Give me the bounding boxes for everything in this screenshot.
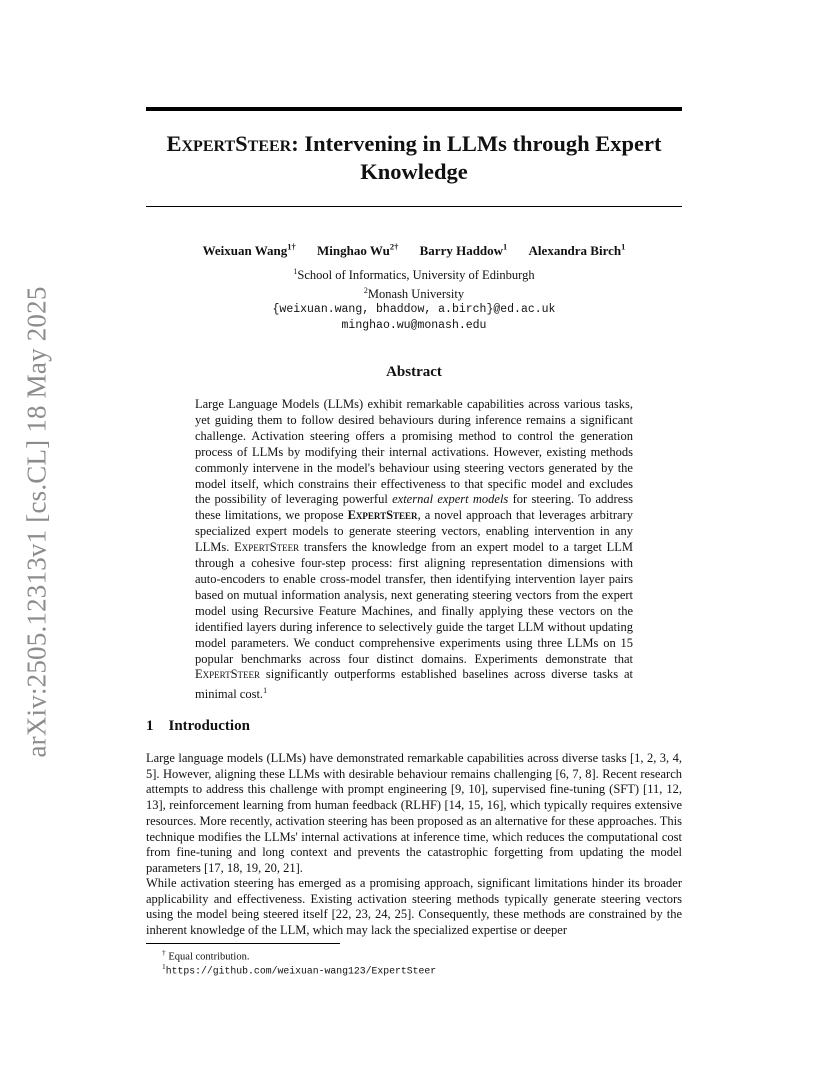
section-heading-introduction [146,718,250,735]
method-name: ExpertSteer [234,540,300,555]
footnote-code-link[interactable]: $^1$https://github.com/weixuan-wang123/ExpertSteer [162,962,437,977]
footnote-ref: 1 [263,686,268,696]
affiliations [146,264,682,334]
title-top-rule [146,107,682,111]
method-name-bold: ExpertSteer [347,508,418,523]
affiliation-1: $^1$School of Informatics, University of Edinburgh [293,267,535,283]
author-email-2: minghao.wu@monash.edu [341,319,487,333]
author: Barry Haddow$^1$ [419,242,508,259]
title-bottom-rule [146,206,682,207]
author-list [146,242,682,259]
intro-paragraph-2: While activation steering has emerged as a promising approach, significant limitations hinder its broader applicability and effectiveness. Existing activation steering methods typically generate steering vectors using the model being steered itself [22, 23, 24, 25]. Consequently, these methods are constrained by the inherent knowledge of the LLM, which may lack the specialized expertise or deeper [146,876,682,938]
footnote-rule [146,943,340,944]
title-text: : Intervening in LLMs through Expert Knowledge [291,131,662,184]
author: Minghao $Wu^{2\dagger}$ [317,242,399,259]
arxiv-identifier: arXiv:2505.12313v1 [cs.CL] 18 May 2025 [21,286,52,758]
author: Alexandra Birch$^1$ [528,242,626,259]
section-number: 1 [146,718,154,734]
abstract-emphasis: external expert models [392,492,509,507]
affiliation-2: $^2$Monash University [363,286,465,302]
section-title: Introduction [168,718,250,734]
method-name: ExpertSteer [195,667,261,682]
author: Weixuan Wang$^{1\dagger}$ [202,242,296,259]
title-method-name: ExpertSteer [166,131,292,156]
paper-title [146,130,682,186]
author-emails: {weixuan.wang, bhaddow, a.birch}@ed.ac.uk [272,303,556,317]
intro-paragraph-1: Large language models (LLMs) have demonstrated remarkable capabilities across diverse tasks [1, 2, 3, 4, 5]. However, aligning these LLMs with desirable behaviour remains challenging [6, 7, 8]. Recent research attempts to address this challenge with prompt engineering [9, 10], supervised fine-tuning (SFT) [11, 12, 13], reinforcement learning from human feedback (RLHF) [14, 15, 16], which typically requires extensive resources. More recently, activation steering has been proposed as an alternative for these approaches. This technique modifies the LLMs' internal activations at inference time, which reduces the computational cost from fine-tuning and long context and prevents the catastrophic forgetting from updating the model parameters [17, 18, 19, 20, 21]. [146,751,682,875]
abstract-heading: Abstract [386,364,442,380]
footnote-equal-contribution: † Equal contribution. [162,948,250,963]
github-link[interactable]: https://github.com/weixuan-wang123/ExpertSteer [165,965,437,977]
abstract-body: Large Language Models (LLMs) exhibit remarkable capabilities across various tasks, yet guiding them to follow desired behaviours during inference remains a significant challenge. Activation steering offers a promising method to control the generation process of LLMs by modifying their internal activations. However, existing methods commonly intervene in the model's behaviour using steering vectors generated by the model itself, which constrains their effectiveness to that specific model and excludes the possibility of leveraging powerful external expert models for steering. To address these limitations, we propose ExpertSteer, a novel approach that leverages arbitrary specialized expert models to generate steering vectors, enabling intervention in any LLMs. ExpertSteer transfers the knowledge from an expert model to a target LLM through a cohesive four-step process: first aligning representation dimensions with auto-encoders to enable cross-model transfer, then identifying intervention layer pairs based on mutual information analysis, next generating steering vectors from the expert model using Recursive Feature Machines, and finally applying these vectors on the identified layers during inference to selectively guide the target LLM without updating model parameters. We conduct comprehensive experiments using three LLMs on 15 popular benchmarks across four distinct domains. Experiments demonstrate that ExpertSteer significantly outperforms established baselines across diverse tasks at minimal cost.$^1$ [195,397,633,702]
arxiv-sidebar [14,272,60,772]
